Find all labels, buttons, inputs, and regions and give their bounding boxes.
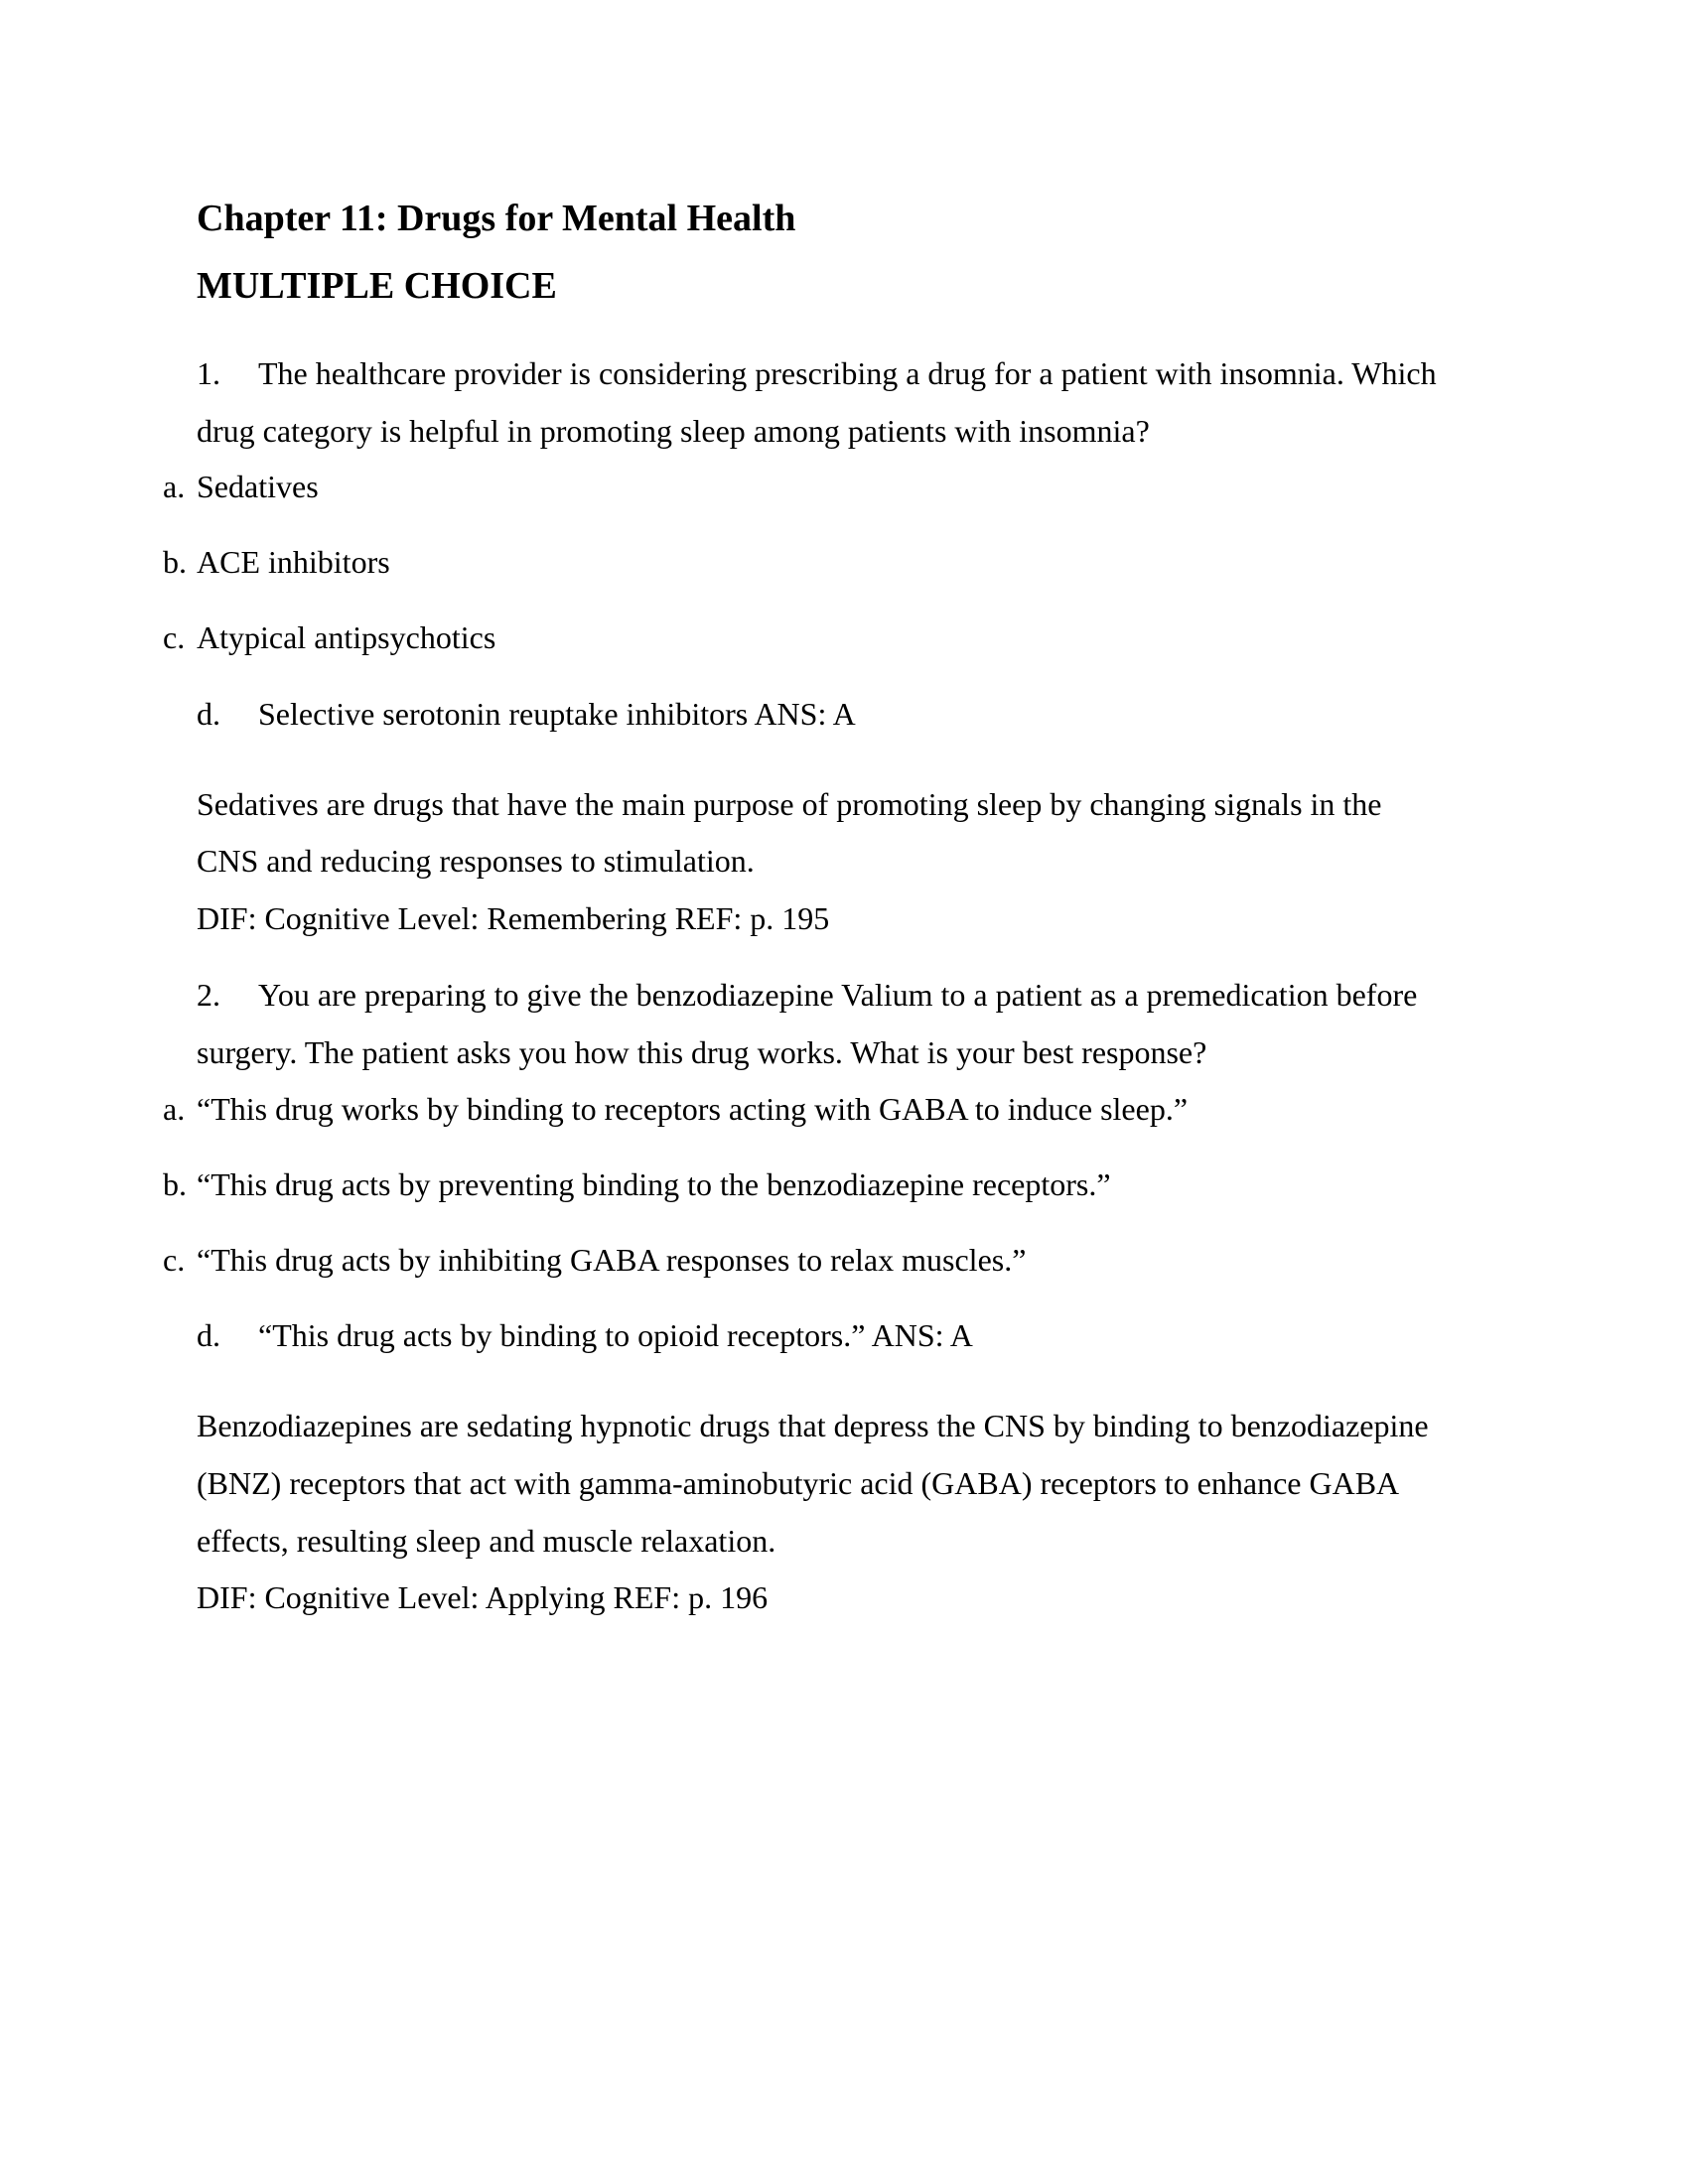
option-text: “This drug works by binding to receptors acting with GABA to induce sleep.”: [197, 1091, 1189, 1127]
option-letter: a.: [163, 1091, 186, 1127]
rationale-text: CNS and reducing responses to stimulation.: [197, 843, 755, 879]
option-text: “This drug acts by preventing binding to the benzodiazepine receptors.”: [197, 1166, 1111, 1202]
rationale-text: Benzodiazepines are sedating hypnotic drugs that depress the CNS by binding to benzodiazepine: [197, 1408, 1429, 1443]
option-letter: b.: [163, 544, 187, 580]
question-meta: DIF: Cognitive Level: Remembering REF: p. 195: [197, 900, 830, 936]
question-stem: drug category is helpful in promoting sleep among patients with insomnia?: [197, 413, 1150, 449]
question-stem: You are preparing to give the benzodiazepine Valium to a patient as a premedication before: [258, 977, 1418, 1013]
rationale-text: Sedatives are drugs that have the main purpose of promoting sleep by changing signals in the: [197, 786, 1382, 822]
question-number: 2.: [197, 977, 220, 1013]
option-text: “This drug acts by inhibiting GABA responses to relax muscles.”: [197, 1242, 1027, 1278]
option-text: Atypical antipsychotics: [197, 619, 496, 655]
question-number: 1.: [197, 355, 220, 391]
rationale-text: effects, resulting sleep and muscle relaxation.: [197, 1523, 776, 1559]
option-letter: c.: [163, 619, 186, 655]
option-letter: d.: [197, 696, 220, 732]
rationale-text: (BNZ) receptors that act with gamma-aminobutyric acid (GABA) receptors to enhance GABA: [197, 1465, 1400, 1501]
question-stem: The healthcare provider is considering prescribing a drug for a patient with insomnia. Which: [258, 355, 1437, 391]
option-letter: b.: [163, 1166, 187, 1202]
option-text: “This drug acts by binding to opioid receptors.” ANS: A: [258, 1317, 973, 1353]
option-text: Selective serotonin reuptake inhibitors ANS: A: [258, 696, 856, 732]
option-letter: c.: [163, 1242, 186, 1278]
option-letter: a.: [163, 469, 186, 504]
chapter-title: Chapter 11: Drugs for Mental Health: [197, 198, 796, 239]
question-stem: surgery. The patient asks you how this drug works. What is your best response?: [197, 1034, 1207, 1070]
option-text: Sedatives: [197, 469, 319, 504]
question-meta: DIF: Cognitive Level: Applying REF: p. 196: [197, 1579, 769, 1615]
option-letter: d.: [197, 1317, 220, 1353]
section-heading: MULTIPLE CHOICE: [197, 265, 557, 307]
option-text: ACE inhibitors: [197, 544, 390, 580]
